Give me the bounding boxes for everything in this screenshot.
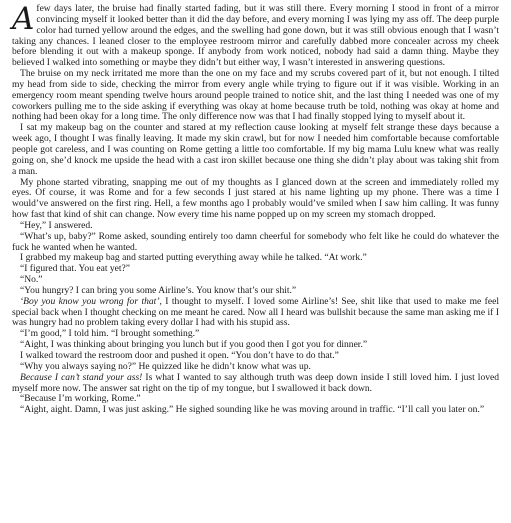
paragraph xyxy=(12,69,499,123)
paragraph-text: I walked toward the restroom door and pushed it open. “You don’t have to do that.” xyxy=(20,350,339,361)
paragraph-text: Is what I wanted to say although truth was deep down inside I still loved him. I just loved myself more now. The answer sat right on the tip of my tongue, but I swallowed it back down. xyxy=(12,371,500,394)
paragraph-text: “Aight, I was thinking about bringing you lunch but if you good then I got you for dinner.” xyxy=(20,339,368,351)
paragraph-text: “What’s up, baby?” Rome asked, sounding entirely too damn cheerful for somebody who felt like he could do whatever the fuck he wanted when he wanted. xyxy=(12,230,499,253)
paragraph-text: few days later, the bruise had finally started fading, but it was still there. Every morning I stood in front of a mirror convincing myself it looked better than it did the day before, and every morning I was lying my ass off. The deep purple color had turned yellow around the edges, and the swelling had gone down, but it was still obvious enough that I wasn’t taking any chances. I leaned closer to the employee restroom mirror and carefully dabbed more concealer across my cheek before blending it out with a makeup sponge. If anybody from work noticed, nobody had said a damn thing. Maybe they believed I walked into something or maybe they didn’t but either way, I wasn’t interested in answering questions. xyxy=(12,3,499,69)
paragraph-text: My phone started vibrating, snapping me out of my thoughts as I glanced down at the screen and immediately rolled my eyes. Of course, it was Rome and for a few seconds I just stared at his name lighting up my phone. There was a time I would’ve answered on the first ring. Hell, a few months ago I probably would’ve smiled when I saw him calling. It was funny how fast that kind of shit can change. Now every time his name popped up on my screen my stomach dropped. xyxy=(12,176,499,221)
paragraph-text: “You hungry? I can bring you some Airline’s. You know that’s our shit.” xyxy=(20,284,297,296)
italic-text: Because I can’t stand your ass! xyxy=(20,371,143,383)
paragraph xyxy=(12,297,499,330)
paragraph xyxy=(12,123,499,177)
paragraph-text: “I’m good,” I told him. “I brought something.” xyxy=(20,328,200,340)
paragraph xyxy=(12,373,499,395)
paragraph-text: The bruise on my neck irritated me more than the one on my face and my scrubs covered part of it, but not enough. I tilted my head from side to side, checking the mirror from every angle while trying to figure out if it was visible. Working in an emergency room meant spending twelve hours around people trained to notice shit, and the last thing I needed was one of my coworkers pulling me to the side asking if everything was okay at home because truth be told, nothing was okay at home and nothing had been okay for a long time. The only difference now was that I had finally stopped lying to myself about it. xyxy=(12,68,499,123)
paragraph-text: , I thought to myself. I loved some Airline’s! See, shit like that used to make me feel special back when I thought checking on me meant he cared. Now all I heard was bullshit because the same man asking me if I was hungry had no problem taking every dollar I had with his stupid ass. xyxy=(12,295,499,329)
italic-text: ‘Boy you know you wrong for that’ xyxy=(20,295,160,307)
paragraph xyxy=(12,232,499,254)
paragraph-text: “Aight, aight. Damn, I was just asking.” He sighed sounding like he was moving around in traffic. “I’ll call you later on.” xyxy=(20,404,485,416)
paragraph-text: “Hey,” I answered. xyxy=(20,219,93,231)
paragraph xyxy=(12,405,499,416)
paragraph xyxy=(12,264,499,275)
drop-cap: A xyxy=(12,1,35,37)
paragraph xyxy=(12,1,499,69)
paragraph-text: I grabbed my makeup bag and started putting everything away while he talked. “At work.” xyxy=(20,252,367,264)
document-body xyxy=(12,1,500,416)
paragraph-text: “Because I’m working, Rome.” xyxy=(20,393,141,405)
paragraph xyxy=(12,178,499,221)
paragraph-text: “No.” xyxy=(20,274,43,286)
paragraph-text: “I figured that. You eat yet?” xyxy=(20,263,131,275)
paragraph-text: “Why you always saying no?” He quizzed like he didn’t know what was up. xyxy=(20,360,311,372)
paragraph-text: I sat my makeup bag on the counter and stared at my reflection cause looking at myself felt strange these days because a week ago, I thought I was finally leaving. It made my skin crawl, but for now I needed him comfortable because comfortable people got careless, and I was counting on Rome getting a little too comfortable. If my big mama Lulu knew what was really going on, she’d knock me upside the head with a cast iron skillet because one thing she didn’t play about was taking shit from a man. xyxy=(12,122,499,177)
